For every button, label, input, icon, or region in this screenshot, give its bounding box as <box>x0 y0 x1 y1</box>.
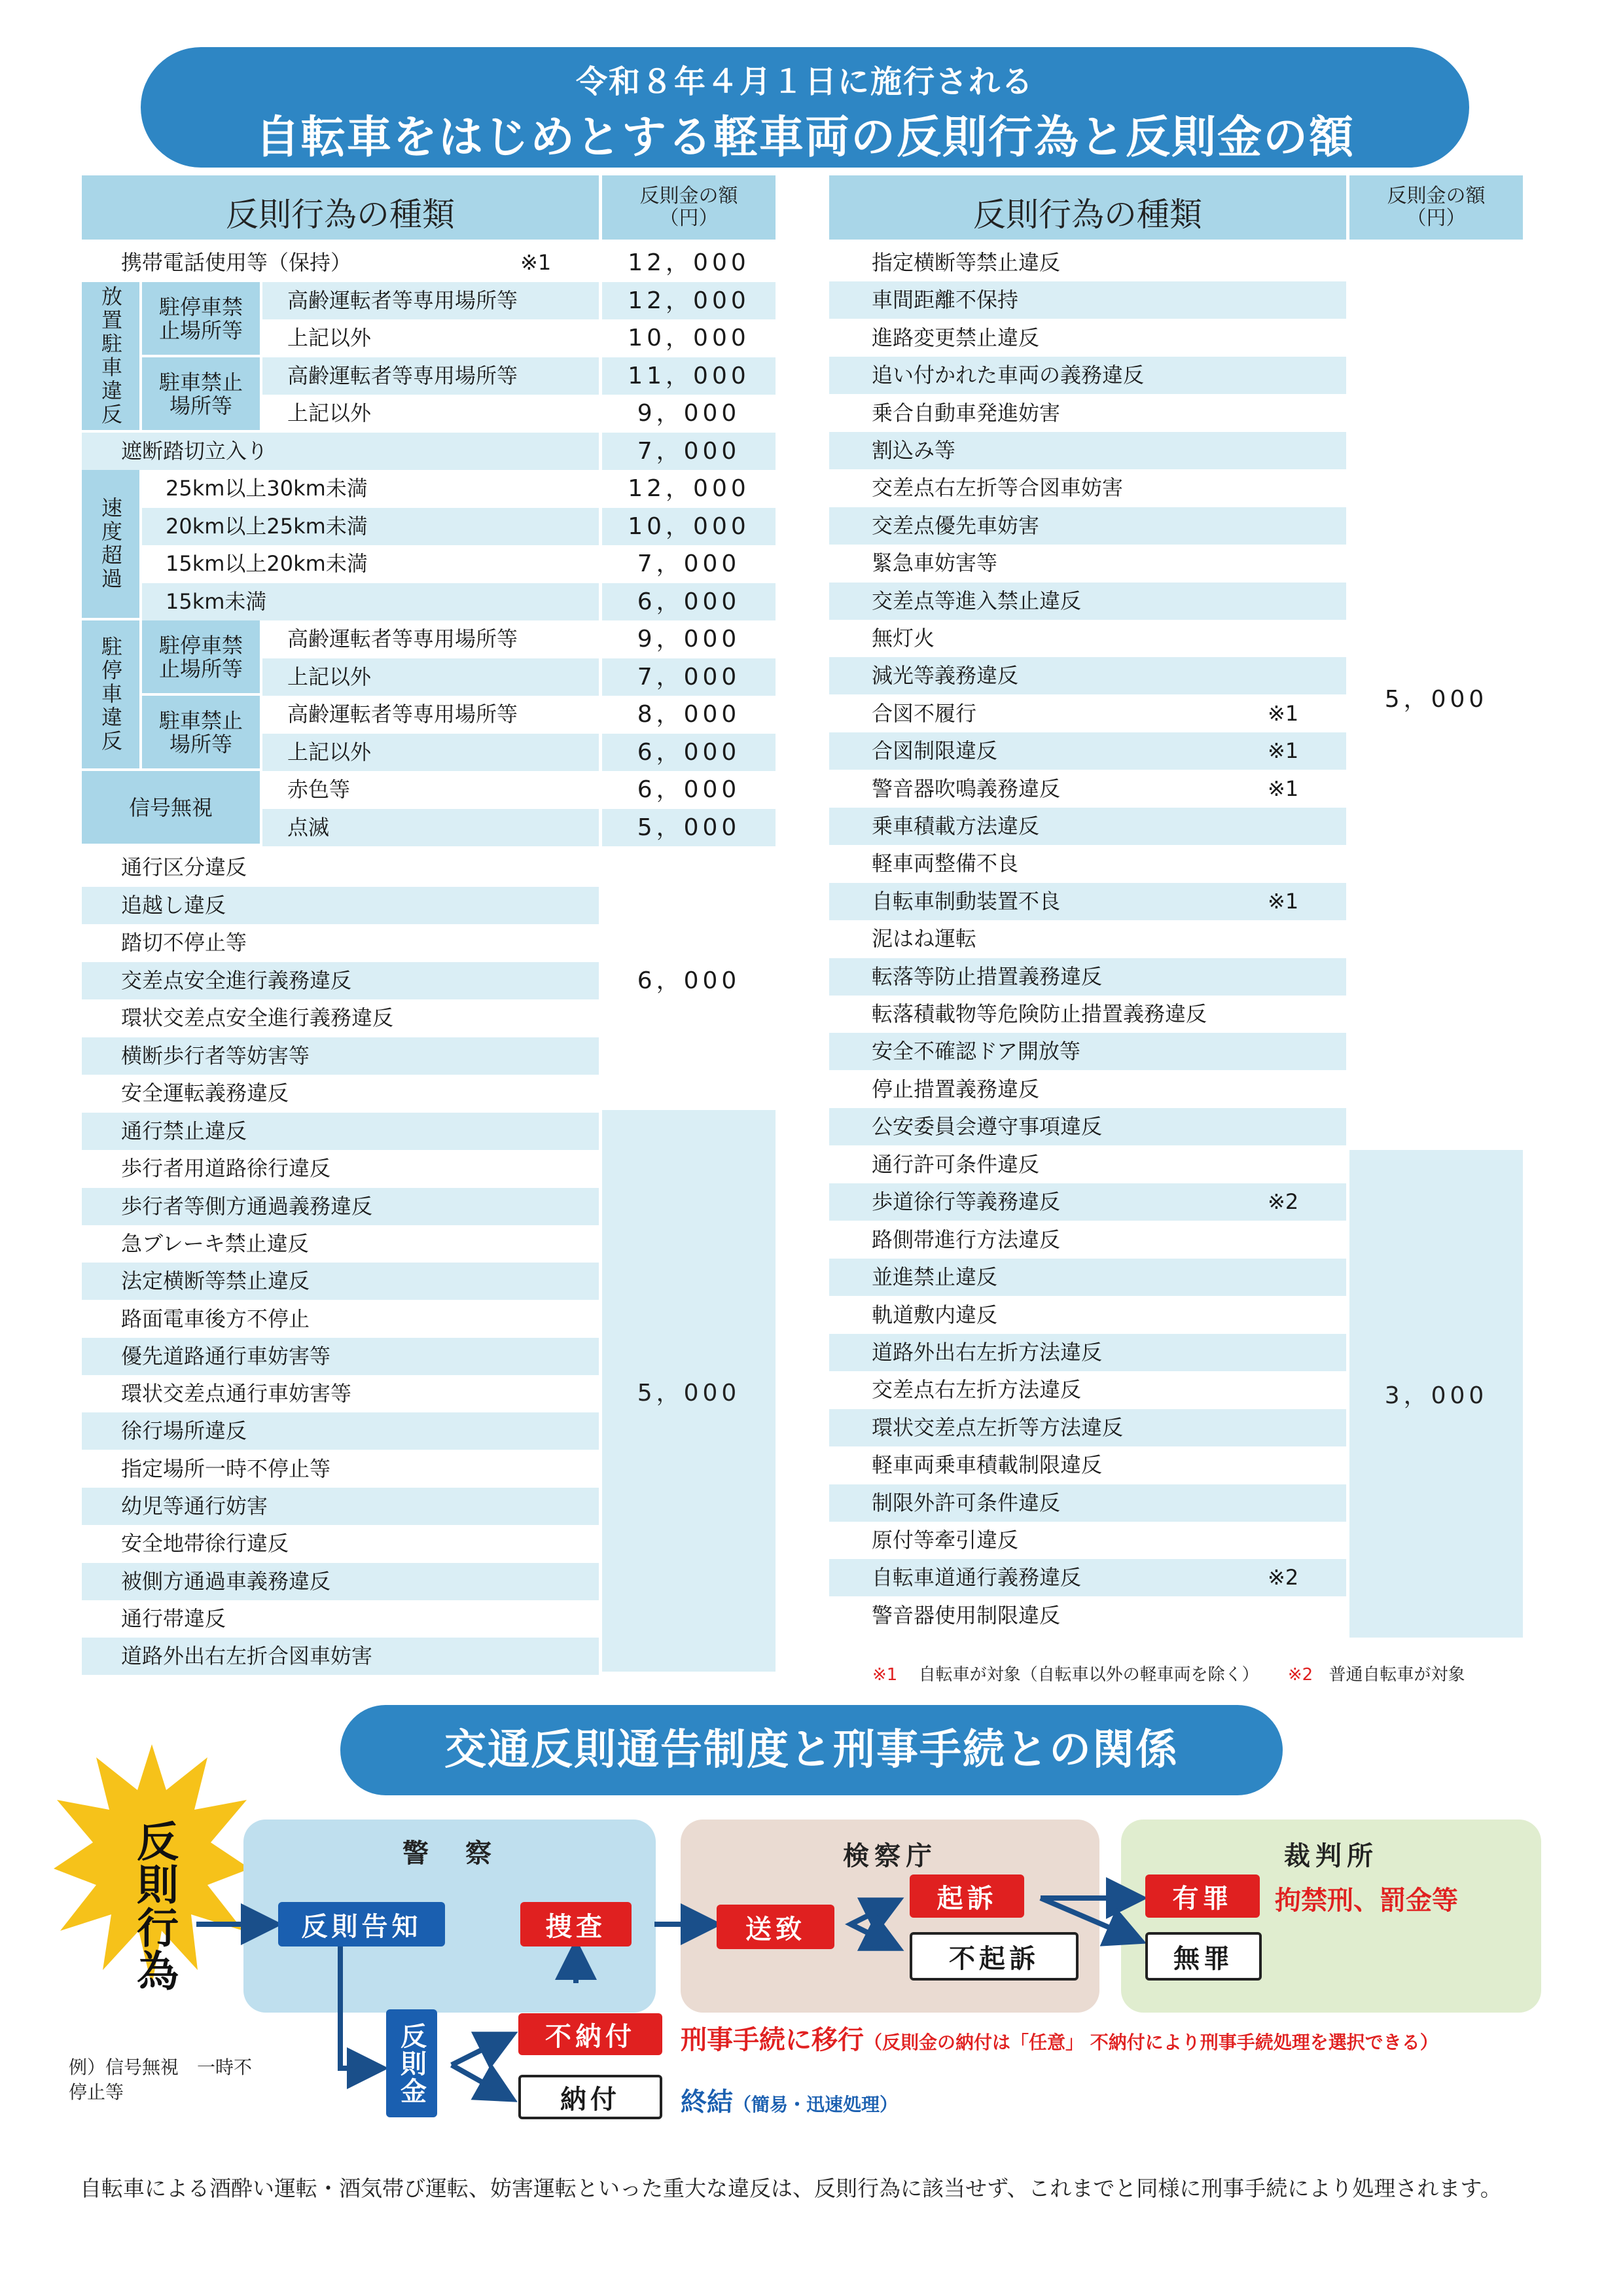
row-amount: 7，000 <box>602 658 776 696</box>
row-label: 幼児等通行妨害 <box>121 1494 268 1518</box>
table-row <box>82 1563 599 1600</box>
table-row <box>262 771 599 808</box>
table-row <box>262 620 599 658</box>
row-label: 道路外出右左折方法違反 <box>872 1340 1103 1365</box>
row-label: 遮断踏切立入り <box>121 439 268 463</box>
table-row <box>829 1371 1346 1408</box>
table-row <box>82 1225 599 1263</box>
row-label: 交差点優先車妨害 <box>872 512 1040 538</box>
table-row <box>82 999 599 1037</box>
end-text: 終結 <box>681 2087 733 2117</box>
subgroup-parking-stop-label: 駐停車禁止場所等 <box>158 294 243 343</box>
table-row <box>142 508 599 545</box>
table-row <box>829 1297 1346 1334</box>
left-table-header-amount-2: （円） <box>659 207 719 230</box>
row-amount: 6，000 <box>637 776 741 803</box>
group-5000-amount: 5，000 <box>637 1379 741 1407</box>
row-label: 進路変更禁止違反 <box>872 325 1040 350</box>
table-row <box>82 1638 599 1675</box>
row-label: 転落等防止措置義務違反 <box>872 963 1103 989</box>
table-row <box>829 920 1346 958</box>
table-row <box>82 1150 599 1187</box>
row-label: 乗合自動車発進妨害 <box>872 400 1061 425</box>
table-row <box>829 808 1346 845</box>
violation-example: 例）信号無視 一時不停止等 <box>69 2056 253 2103</box>
table-row <box>829 1409 1346 1446</box>
group-speed <box>82 470 139 618</box>
penalty-text: 拘禁刑、罰金等 <box>1275 1886 1458 1916</box>
table-row <box>829 1108 1346 1145</box>
table-row <box>829 507 1346 545</box>
row-label: 緊急車妨害等 <box>872 550 998 576</box>
table-row <box>829 1484 1346 1522</box>
row-label: 高齢運転者等専用場所等 <box>287 363 518 388</box>
row-label: 自転車道通行義務違反 <box>872 1565 1082 1590</box>
row-label: 高齢運転者等専用場所等 <box>287 702 518 726</box>
row-label: 制限外許可条件違反 <box>872 1490 1061 1515</box>
row-note: ※2 <box>1268 1189 1299 1215</box>
table-row <box>829 1597 1346 1634</box>
table-row <box>262 696 599 733</box>
row-label: 通行帯違反 <box>121 1605 226 1631</box>
row-label: 通行区分違反 <box>121 855 247 880</box>
table-row <box>829 1146 1346 1183</box>
row-label: 交差点右左折等合図車妨害 <box>872 475 1124 501</box>
table-row <box>829 1559 1346 1596</box>
table-row <box>142 545 599 583</box>
row-label: 停止措置義務違反 <box>872 1076 1040 1102</box>
table-row <box>829 883 1346 920</box>
right-table-header-type-label: 反則行為の種類 <box>973 196 1202 234</box>
table-row <box>829 1033 1346 1070</box>
table-row <box>262 319 599 357</box>
row-label: 路側帯進行方法違反 <box>872 1227 1061 1252</box>
table-row <box>82 1412 599 1450</box>
right-table-header-amount <box>1349 175 1523 240</box>
table-row <box>142 583 599 620</box>
table-row <box>829 469 1346 507</box>
footnote-text-1: 自転車が対象（自転車以外の軽車両を除く） <box>918 1665 1259 1685</box>
row-label: 軽車両整備不良 <box>872 851 1019 876</box>
row-label: 徐行場所違反 <box>121 1418 247 1444</box>
row-label: 自転車制動装置不良 <box>872 888 1061 914</box>
table-row <box>829 1334 1346 1371</box>
row-amount: 10，000 <box>628 325 750 351</box>
row-note: ※1 <box>1268 776 1299 801</box>
right-group-3000-amount-cell <box>1349 1150 1523 1638</box>
footnote-mark-1: ※1 <box>872 1665 898 1685</box>
panel-court-title: 裁判所 <box>1284 1841 1378 1871</box>
table-row <box>829 657 1346 694</box>
row-label: 安全不確認ドア開放等 <box>872 1039 1081 1064</box>
table-row <box>262 395 599 432</box>
row-label: 合図不履行 <box>872 700 977 726</box>
row-amount: 7，000 <box>602 433 776 470</box>
row-label: 転落積載物等危険防止措置義務違反 <box>872 1001 1207 1026</box>
table-row <box>829 695 1346 732</box>
row-label: 20km以上25km未満 <box>166 514 368 539</box>
table-row <box>829 244 1346 281</box>
row-label: 指定場所一時不停止等 <box>121 1456 331 1481</box>
row-amount: 12，000 <box>628 475 750 502</box>
title-banner <box>141 47 1469 168</box>
row-label: 追い付かれた車両の義務違反 <box>872 363 1145 388</box>
footnotes <box>872 1661 1465 1685</box>
right-group-3000-amount: 3，000 <box>1384 1382 1488 1409</box>
row-amount: 10，000 <box>602 508 776 545</box>
row-label: 携帯電話使用等（保持） <box>121 250 352 275</box>
table-row <box>262 734 599 771</box>
row-label: 赤色等 <box>287 777 351 802</box>
right-table-header-amount-2: （円） <box>1406 207 1466 230</box>
group-6000-amount: 6，000 <box>637 967 741 994</box>
fine-box-label: 反則金 <box>396 2022 427 2105</box>
row-label: 交差点等進入禁止違反 <box>872 588 1082 613</box>
table-row <box>829 845 1346 882</box>
row-label: 軽車両乗車積載制限違反 <box>872 1452 1103 1478</box>
row-label: 15km以上20km未満 <box>166 551 368 576</box>
table-row <box>262 282 599 319</box>
row-amount: 5，000 <box>602 809 776 846</box>
right-group-5000-amount: 5，000 <box>1384 686 1488 713</box>
subgroup-parking-stop <box>142 282 260 355</box>
row-label: 並進禁止違反 <box>872 1265 998 1290</box>
row-label: 減光等義務違反 <box>872 663 1019 689</box>
row-label: 15km未満 <box>166 589 267 614</box>
table-row <box>82 1450 599 1488</box>
row-label: 合図制限違反 <box>872 738 998 764</box>
title-line1: 令和８年４月１日に施行される <box>575 63 1034 100</box>
table-row <box>829 1446 1346 1484</box>
row-label: 軌道敷内違反 <box>872 1302 998 1327</box>
row-note: ※1 <box>1268 700 1299 726</box>
row-amount: 12，000 <box>602 282 776 319</box>
row-label: 泥はね運転 <box>872 926 977 952</box>
row-label: 踏切不停止等 <box>121 930 247 955</box>
row-label: 被側方通過車義務違反 <box>121 1568 331 1594</box>
row-label: 安全運転義務違反 <box>121 1081 289 1105</box>
table-row <box>829 996 1346 1033</box>
table-row <box>829 620 1346 657</box>
row-label: 通行許可条件違反 <box>872 1152 1040 1177</box>
table-row <box>82 1188 599 1225</box>
row-label: 歩行者用道路徐行違反 <box>121 1156 331 1181</box>
criminal-transfer-note: （反則金の納付は「任意」 不納付により刑事手続処理を選択できる） <box>864 2032 1438 2053</box>
table-row <box>829 432 1346 469</box>
row-label: 割込み等 <box>872 438 956 463</box>
right-table-header-type <box>829 175 1346 240</box>
table-row <box>82 962 599 999</box>
row-label: 高齢運転者等専用場所等 <box>287 288 518 313</box>
table-row <box>829 357 1346 394</box>
table-row <box>82 1113 599 1150</box>
table-row <box>829 958 1346 996</box>
table-row <box>82 849 599 886</box>
row-label: 乗車積載方法違反 <box>872 814 1040 838</box>
table-row <box>829 395 1346 432</box>
row-amount: 6，000 <box>602 583 776 620</box>
table-row <box>142 470 599 507</box>
fine-box <box>386 2009 437 2117</box>
subgroup-stop-area <box>142 620 260 693</box>
row-amount: 6，000 <box>602 734 776 771</box>
table-row <box>82 1263 599 1300</box>
table-row <box>82 1525 599 1562</box>
table-row <box>82 1600 599 1638</box>
row-amount: 8，000 <box>637 701 741 728</box>
table-row <box>829 1221 1346 1259</box>
referral-box: 送致 <box>717 1905 834 1949</box>
section2-title: 交通反則通告制度と刑事手続との関係 <box>340 1705 1283 1795</box>
row-label: 25km以上30km未満 <box>166 476 368 501</box>
table-row <box>82 887 599 924</box>
title-line2: 自転車をはじめとする軽車両の反則行為と反則金の額 <box>255 112 1355 164</box>
table-row <box>829 545 1346 582</box>
row-label: 上記以外 <box>287 664 372 689</box>
guilty-box: 有罪 <box>1145 1874 1260 1918</box>
end-line <box>681 2081 898 2119</box>
table-row <box>262 809 599 846</box>
row-label: 車間距離不保持 <box>872 287 1019 313</box>
table-row <box>829 770 1346 808</box>
bottom-note: 自転車による酒酔い運転・酒気帯び運転、妨害運転といった重大な違反は、反則行為に該当せず、これまでと同様に刑事手続により処理されます。 <box>80 2176 1502 2201</box>
row-label: 指定横断等禁止違反 <box>872 250 1061 275</box>
group-stopping-label: 駐停車違反 <box>98 636 123 753</box>
row-label: 安全地帯徐行違反 <box>121 1531 289 1556</box>
row-label: 急ブレーキ禁止違反 <box>121 1230 309 1256</box>
row-label: 警音器吹鳴義務違反 <box>872 776 1061 801</box>
subgroup-stop-area-label: 駐停車禁止場所等 <box>158 632 243 681</box>
table-row <box>829 1183 1346 1221</box>
row-label: 公安委員会遵守事項違反 <box>872 1114 1103 1139</box>
row-label: 交差点安全進行義務違反 <box>121 967 352 993</box>
criminal-transfer-text: 刑事手続に移行 <box>681 2025 864 2055</box>
footnote-mark-2: ※2 <box>1287 1665 1313 1685</box>
row-label: 環状交差点左折等方法違反 <box>872 1414 1124 1440</box>
group-signal-label: 信号無視 <box>128 795 213 820</box>
nonpayment-box: 不納付 <box>518 2013 662 2055</box>
subgroup-stop-parking-area-label: 駐車禁止場所等 <box>158 708 243 757</box>
end-note: （簡易・迅速処理） <box>733 2094 899 2115</box>
panel-police-title: 警 察 <box>402 1839 497 1869</box>
row-label: 歩道徐行等義務違反 <box>872 1189 1061 1215</box>
table-row <box>82 1075 599 1112</box>
row-label: 歩行者等側方通過義務違反 <box>121 1193 373 1219</box>
row-label: 環状交差点安全進行義務違反 <box>121 1005 394 1030</box>
violation-label-text: 反則行為 <box>130 1820 178 1992</box>
group-5000-amount-cell <box>602 1110 776 1672</box>
table-row <box>82 924 599 961</box>
investigation-box: 捜査 <box>520 1902 632 1946</box>
left-table-header-amount-1: 反則金の額 <box>639 185 738 207</box>
row-label: 法定横断等禁止違反 <box>121 1268 310 1294</box>
row-label: 道路外出右左折合図車妨害 <box>121 1643 373 1669</box>
group-stopping <box>82 620 139 768</box>
row-label: 環状交差点通行車妨害等 <box>121 1381 352 1407</box>
row-label: 横断歩行者等妨害等 <box>121 1043 310 1068</box>
row-label: 点滅 <box>287 815 330 840</box>
criminal-transfer-line <box>681 2019 1438 2056</box>
row-label: 優先道路通行車妨害等 <box>121 1343 331 1369</box>
row-label: 警音器使用制限違反 <box>872 1602 1061 1628</box>
group-speed-label: 速度超過 <box>98 497 123 591</box>
table-row <box>262 357 599 395</box>
table-row <box>82 1488 599 1525</box>
footnote-text-2: 普通自転車が対象 <box>1329 1665 1465 1685</box>
row-label: 路面電車後方不停止 <box>121 1306 310 1331</box>
row-label: 原付等牽引違反 <box>872 1528 1019 1552</box>
right-table-header-amount-1: 反則金の額 <box>1387 185 1486 207</box>
row-amount: 7，000 <box>637 550 741 577</box>
row-label: 無灯火 <box>872 626 935 651</box>
not-indict-box: 不起訴 <box>910 1932 1079 1981</box>
row-label: 上記以外 <box>287 401 372 425</box>
row-label: 上記以外 <box>287 740 372 764</box>
table-row <box>82 1375 599 1412</box>
group-parking-label: 放置駐車違反 <box>98 285 123 427</box>
row-amount: 9，000 <box>637 400 741 427</box>
row-note: ※1 <box>1268 738 1299 764</box>
table-row <box>82 1338 599 1375</box>
left-table-header-amount <box>602 175 776 240</box>
table-row <box>829 1259 1346 1296</box>
notice-box: 反則告知 <box>278 1902 445 1946</box>
row-note: ※1 <box>1268 888 1299 914</box>
group-parking <box>82 282 139 430</box>
table-row <box>82 1300 599 1338</box>
payment-box: 納付 <box>518 2075 662 2119</box>
not-guilty-box: 無罪 <box>1145 1932 1262 1981</box>
table-row <box>829 319 1346 357</box>
left-table-header-type <box>82 175 599 240</box>
row-label: 高齢運転者等専用場所等 <box>287 626 518 651</box>
row-label: 追越し違反 <box>121 892 226 918</box>
row-note: ※1 <box>520 250 552 275</box>
table-row <box>829 1071 1346 1108</box>
subgroup-parking-area-label: 駐車禁止場所等 <box>158 369 243 418</box>
flow-arrows-icon <box>0 1806 1623 2121</box>
table-row <box>829 583 1346 620</box>
subgroup-parking-area <box>142 357 260 430</box>
row-label: 上記以外 <box>287 325 372 350</box>
row-amount: 11，000 <box>602 357 776 395</box>
row-note: ※2 <box>1268 1565 1299 1590</box>
table-row <box>82 1037 599 1075</box>
table-row <box>829 281 1346 319</box>
row-label: 交差点右左折方法違反 <box>872 1377 1082 1403</box>
table-row <box>829 1522 1346 1559</box>
table-row <box>82 244 599 281</box>
table-row <box>262 658 599 696</box>
row-amount: 12，000 <box>628 249 750 276</box>
group-signal <box>82 771 260 844</box>
panel-prosecutor-title: 検察庁 <box>843 1841 937 1871</box>
indict-box: 起訴 <box>910 1874 1024 1918</box>
subgroup-stop-parking-area <box>142 696 260 768</box>
row-label: 通行禁止違反 <box>121 1119 247 1143</box>
left-table-header-type-label: 反則行為の種類 <box>226 196 455 234</box>
row-amount: 9，000 <box>637 626 741 653</box>
table-row <box>82 433 599 470</box>
table-row <box>829 732 1346 770</box>
